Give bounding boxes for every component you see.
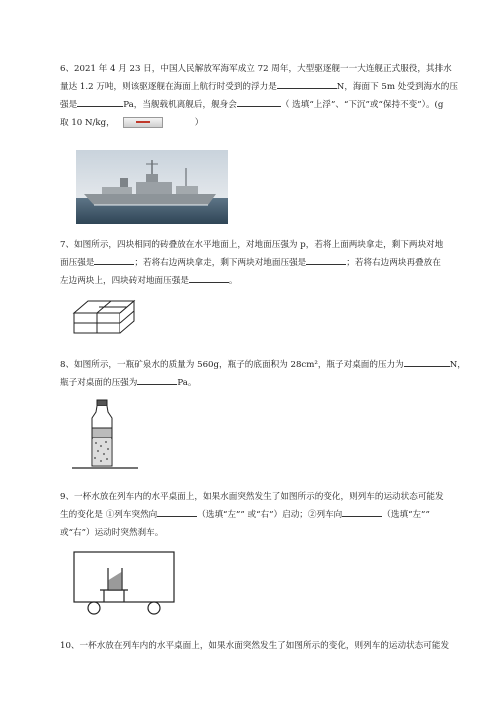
train-car-figure — [72, 550, 176, 616]
q7-text-2a: 面压强是 — [60, 258, 95, 268]
q7-line-3 — [60, 272, 470, 290]
q7-blank-2[interactable] — [306, 254, 346, 265]
q8-text-1b: N， — [449, 360, 466, 370]
question-6 — [60, 60, 470, 132]
q9-blank-1[interactable] — [157, 506, 197, 517]
equation-image-icon — [123, 117, 163, 128]
q7-text-2b: ；若将右边两块拿走，剩下两块对地面压强是 — [134, 258, 307, 268]
q6-line-3 — [60, 96, 470, 114]
question-8 — [60, 356, 470, 392]
q6-blank-pressure[interactable] — [77, 96, 123, 107]
water-bottle-figure — [70, 398, 140, 472]
q9-line-1: 9、一杯水放在列车内的水平桌面上，如果水面突然发生了如图所示的变化，则列车的运动状态可能发 — [60, 492, 444, 502]
q6-text-2b: N，海面下 5m 处受到海水的压 — [336, 82, 458, 92]
bricks-figure — [70, 295, 138, 337]
q9-line-3: 或“右”）运动时突然刹车。 — [60, 528, 164, 538]
q6-line-1: 6、2021 年 4 月 23 日，中国人民解放军海军成立 72 周年，大型驱逐舰一一大连舰正式服役，其排水 — [60, 64, 452, 74]
q6-line-4 — [60, 114, 470, 132]
q6-blank-buoyancy[interactable] — [277, 78, 337, 89]
q8-blank-force[interactable] — [404, 356, 450, 367]
q7-blank-1[interactable] — [94, 254, 134, 265]
question-7 — [60, 236, 470, 290]
q9-blank-2[interactable] — [342, 506, 382, 517]
q6-text-3c: （ 选填“上浮”、“下沉”或“保持不变”）。(g — [280, 100, 444, 110]
q6-text-3b: Pa，当舰载机离舰后，舰身会 — [123, 100, 237, 110]
q7-text-3a: 左边两块上，四块砖对地面压强是 — [60, 276, 189, 286]
q9-text-2b: （选填“左”” 或“右”）启动；②列车向 — [197, 510, 343, 520]
q7-blank-3[interactable] — [189, 272, 229, 283]
q7-text-2c: ；若将右边两块再叠放在 — [346, 258, 441, 268]
q9-text-2a: 生的变化是 ①列车突然向 — [60, 510, 158, 520]
q6-blank-ship-motion[interactable] — [237, 96, 281, 107]
q8-blank-pressure[interactable] — [137, 374, 177, 385]
q8-text-1a: 8、如图所示，一瓶矿泉水的质量为 560g，瓶子的底面积为 28cm²，瓶子对桌面的压力为 — [60, 360, 404, 370]
q6-line-2 — [60, 78, 470, 96]
question-9 — [60, 488, 470, 542]
destroyer-photo — [76, 150, 228, 224]
q6-text-4a: 取 10 N/kg， — [60, 118, 115, 128]
q10-line-1: 10、一杯水放在列车内的水平桌面上，如果水面突然发生了如图所示的变化，则列车的运动状态可能发 — [60, 641, 450, 651]
q6-text-2a: 量达 1.2 万吨，则该驱逐舰在海面上航行时受到的浮力是 — [60, 82, 277, 92]
q8-line-2 — [60, 374, 470, 392]
q7-text-3b: 。 — [228, 276, 238, 286]
q6-text-4b: ） — [194, 118, 204, 128]
q9-line-2 — [60, 506, 470, 524]
q6-text-3a: 强是 — [60, 100, 78, 110]
q8-line-1 — [60, 356, 470, 374]
q7-line-1: 7、如图所示，四块相同的砖叠放在水平地面上，对地面压强为 p，若将上面两块拿走，剩下两块对地 — [60, 240, 444, 250]
q8-text-2b: Pa。 — [177, 378, 197, 388]
q9-text-2c: （选填“左”” — [382, 510, 430, 520]
q7-line-2 — [60, 254, 470, 272]
question-10 — [60, 637, 470, 655]
q8-text-2a: 瓶子对桌面的压强为 — [60, 378, 138, 388]
